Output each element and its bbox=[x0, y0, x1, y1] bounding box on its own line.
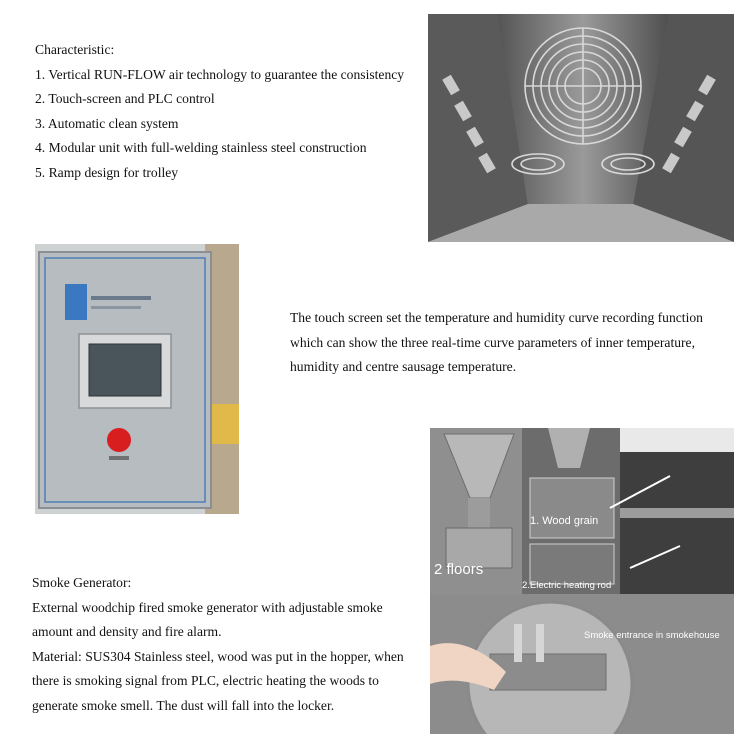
smoke-generator-paragraph: Material: SUS304 Stainless steel, wood was put in the hopper, when there is smoking signal from PLC, electric heating the woods to generate smoke smell. The dust will fall into the locker. bbox=[32, 648, 404, 713]
characteristic-item: 4. Modular unit with full-welding stainless steel construction bbox=[35, 140, 367, 156]
characteristic-item: 3. Automatic clean system bbox=[35, 115, 179, 131]
smoke-generator-section bbox=[32, 571, 412, 719]
characteristic-item: 5. Ramp design for trolley bbox=[35, 164, 179, 180]
characteristic-item: 1. Vertical RUN-FLOW air technology to guarantee the consistency bbox=[35, 66, 405, 82]
label-wood-grain: 1. Wood grain bbox=[530, 515, 599, 527]
label-smoke-entrance: Smoke entrance in smokehouse bbox=[584, 630, 720, 641]
emergency-stop-button-image bbox=[107, 428, 131, 452]
touch-screen-section bbox=[290, 306, 710, 380]
label-electric-heating-rod: 2.Electric heating rod bbox=[522, 580, 612, 591]
label-two-floors: 2 floors bbox=[434, 561, 484, 578]
smoke-generator-image bbox=[430, 428, 734, 734]
chamber-interior-image bbox=[428, 14, 734, 242]
smoke-generator-photo bbox=[430, 428, 734, 734]
smoke-generator-heading: Smoke Generator: bbox=[32, 575, 132, 590]
control-panel-photo bbox=[35, 244, 239, 514]
touch-screen-description: The touch screen set the temperature and humidity curve recording function which can show the three real-time curve parameters of inner temperature, humidity and centre sausage temperature. bbox=[290, 310, 703, 375]
chamber-interior-photo bbox=[428, 14, 734, 242]
characteristic-section bbox=[35, 38, 415, 186]
smoke-generator-paragraph: External woodchip fired smoke generator with adjustable smoke amount and density and fire alarm. bbox=[32, 599, 383, 640]
control-panel-image bbox=[35, 244, 239, 514]
characteristic-heading: Characteristic: bbox=[35, 42, 115, 57]
characteristic-item: 2. Touch-screen and PLC control bbox=[35, 91, 215, 107]
